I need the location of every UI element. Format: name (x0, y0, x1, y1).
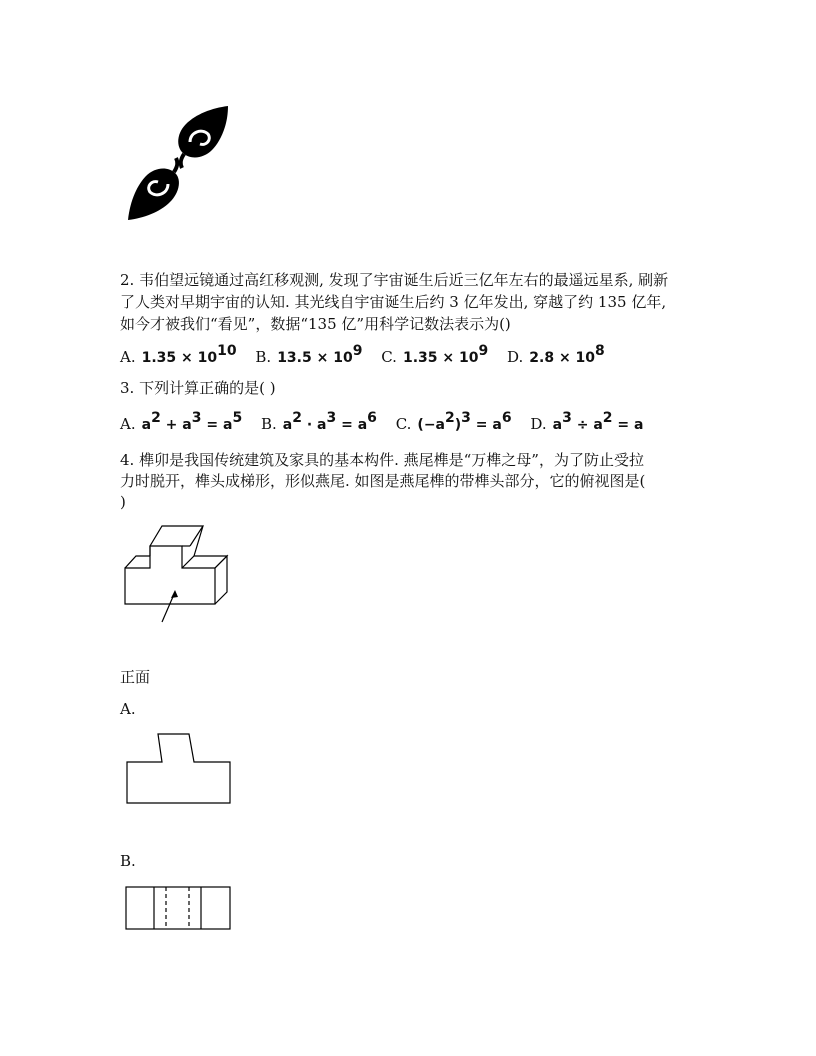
q2-option-a[interactable]: A. $1.35 \times 10^{10}$ (120, 343, 237, 366)
q2-option-d[interactable]: D. $2.8 \times 10^8$ (507, 343, 605, 366)
q2-option-c[interactable]: C. $1.35 \times 10^9$ (381, 343, 489, 366)
q3-option-b[interactable]: B. $a^2 \cdot a^3 = a^6$ (260, 410, 377, 433)
q2-options (120, 343, 619, 368)
q3-title: 3. 下列计算正确的是( ) (120, 379, 276, 397)
q2-line-3: 如今才被我们“看见”，数据“135 亿”用科学记数法表示为() (120, 315, 511, 333)
q3-options (120, 410, 657, 435)
option-a-figure[interactable] (124, 732, 234, 808)
dovetail-tenon-figure (118, 518, 238, 626)
option-a-label[interactable]: A. (120, 700, 136, 718)
option-b-figure[interactable] (124, 884, 234, 934)
q4-line-2: 力时脱开，榫头成梯形，形似燕尾. 如图是燕尾榫的带榫头部分，它的俯视图是( (120, 472, 646, 490)
option-b-label[interactable]: B. (120, 852, 136, 870)
q4-line-1: 4. 榫卯是我国传统建筑及家具的基本构件. 燕尾榫是“万榫之母”，为了防止受拉 (120, 451, 644, 469)
q2-line-2: 了人类对早期宇宙的认知. 其光线自宇宙诞生后约 3 亿年发出, 穿越了约 135 亿年, (120, 293, 667, 311)
front-label: 正面 (120, 668, 151, 686)
q3-option-d[interactable]: D. $a^3 \div a^2 = a$ (530, 410, 644, 433)
q4-line-3: ) (120, 493, 126, 511)
q3-option-c[interactable]: C. $(-a^2)^3 = a^6$ (395, 410, 512, 433)
q2-option-b[interactable]: B. $13.5 \times 10^9$ (255, 343, 363, 366)
q2-line-1: 2. 韦伯望远镜通过高红移观测, 发现了宇宙诞生后近三亿年左右的最遥远星系, 刷新 (120, 271, 669, 289)
cloud-scroll-logo (124, 100, 234, 226)
q3-option-a[interactable]: A. $a^2 + a^3 = a^5$ (120, 410, 243, 433)
